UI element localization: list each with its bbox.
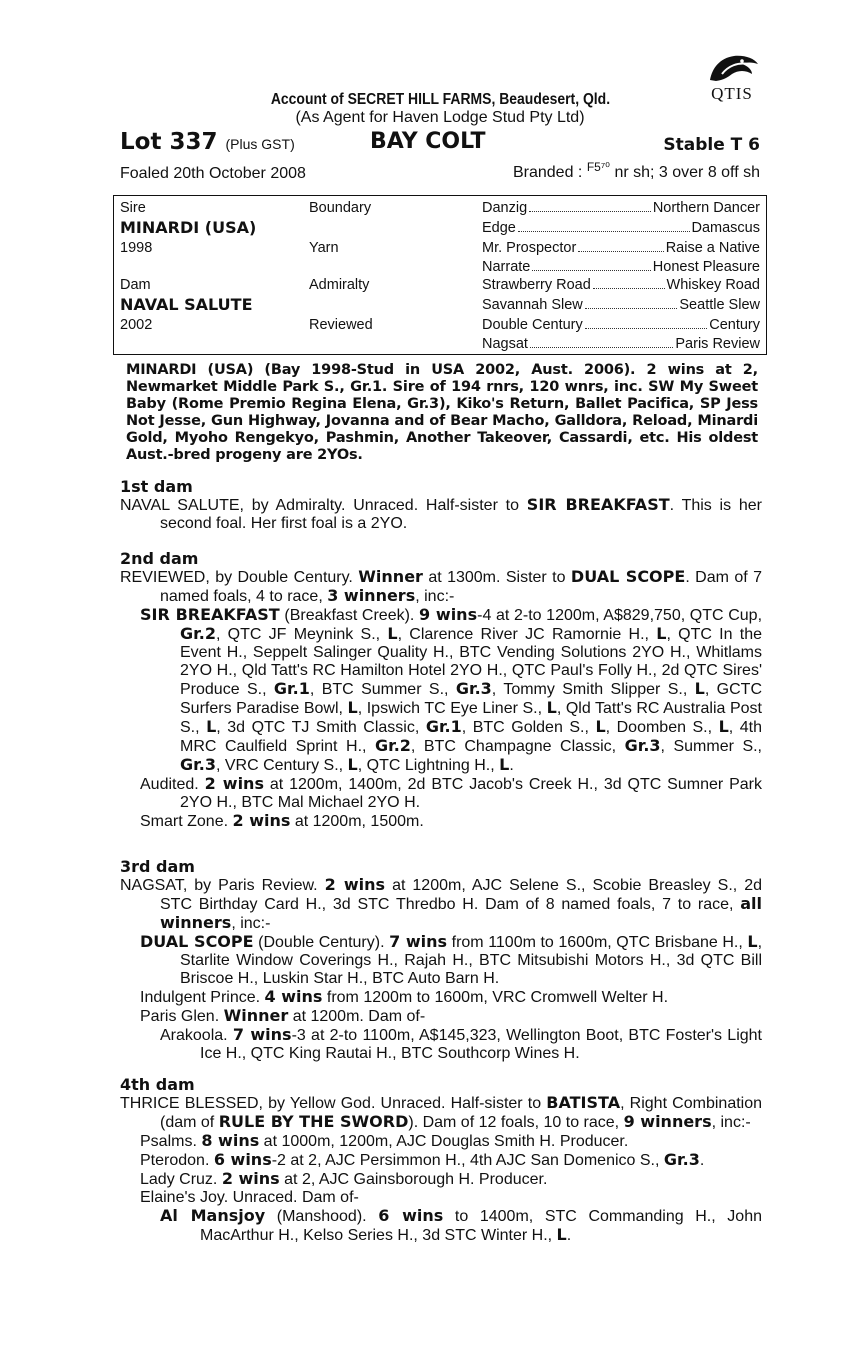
gg-row: Edge Damascus <box>482 220 760 236</box>
logo-text: QTIS <box>711 84 753 103</box>
section-heading: 1st dam <box>120 477 193 496</box>
progeny-entry: Arakoola. 7 wins-3 at 2-to 1100m, A$145,323, Wellington Boot, BTC Foster's Light Ice H., QTC King Rautai H., BTC Southcorp Wines H. <box>160 1025 763 1062</box>
gg-row: Savannah Slew Seattle Slew <box>482 297 760 313</box>
horse-description: BAY COLT <box>370 129 486 154</box>
lot-number <box>120 129 295 155</box>
foaled-date: Foaled 20th October 2008 <box>120 165 306 182</box>
dam-sire: Admiralty <box>309 277 370 293</box>
gg-row: Narrate Honest Pleasure <box>482 259 760 275</box>
progeny-entry: SIR BREAKFAST (Breakfast Creek). 9 wins-4 at 2-to 1200m, A$829,750, QTC Cup, Gr.2, QTC JF Meynink S., L, Clarence River JC Ramornie H., L, QTC In the Event H., Seppelt Salinger Quality H., BTC Vending Solutions 2YO H., Whitlams 2YO H., Qld Tatt's RC Hamilton Hotel 2YO H., QTC Paul's Folly H., 2d QTC Sires' Produce S., Gr.1, BTC Summer S., Gr.3, Tommy Smith Slipper S., L, GCTC Surfers Paradise Bowl, L, Ipswich TC Eye Liner S., L, Qld Tatt's RC Australia Post S., L, 3d QTC TJ Smith Classic, Gr.1, BTC Golden S., L, Doomben S., L, 4th MRC Caulfield Sprint H., Gr.2, BTC Champagne Classic, Gr.3, Summer S., Gr.3, VRC Century S., L, QTC Lightning H., L. <box>140 605 763 774</box>
gg-row: Double Century Century <box>482 317 760 333</box>
gg-row: Danzig Northern Dancer <box>482 200 760 216</box>
progeny-entry: Elaine's Joy. Unraced. Dam of- <box>140 1189 359 1206</box>
progeny-entry: Smart Zone. 2 wins at 1200m, 1500m. <box>140 811 424 830</box>
dam-label: Dam <box>120 277 151 293</box>
account-line: Account of SECRET HILL FARMS, Beaudesert, Qld. <box>270 91 610 108</box>
sire-sire: Boundary <box>309 200 372 216</box>
sire-summary: MINARDI (USA) (Bay 1998-Stud in USA 2002, Aust. 2006). 2 wins at 2, Newmarket Middle Park S., Gr.1. Sire of 194 rnrs, 120 wnrs, inc. SW My Sweet Baby (Rome Premio Regina Elena, Gr.3), Kiko's Return, Ballet Pacifica, SP Jess Not Jesse, Gun Highway, Jovanna and of Bear Macho, Galldora, Reload, Minardi Gold, Myoho Rengekyo, Pashmin, Another Takeover, Cassardi, etc. His oldest Aust.-bred progeny are 2YOs. <box>126 362 758 463</box>
agent-line: (As Agent for Haven Lodge Stud Pty Ltd) <box>295 109 585 126</box>
progeny-entry: Audited. 2 wins at 1200m, 1400m, 2d BTC Jacob's Creek H., 3d QTC Sumner Park 2YO H., BTC Mal Michael 2YO H. <box>140 774 763 811</box>
fourth-dam-section <box>120 1075 762 1245</box>
progeny-entry: DUAL SCOPE (Double Century). 7 wins from 1100m to 1600m, QTC Brisbane H., L, Starlite Window Coverings H., Rajah H., BTC Mitsubishi Motors H., 3d QTC Bill Briscoe H., Luskin Star H., BTC Auto Barn H. <box>140 932 763 987</box>
progeny-entry: Al Mansjoy (Manshood). 6 wins to 1400m, STC Commanding H., John MacArthur H., Kelso Series H., 3d STC Winter H., L. <box>160 1206 762 1244</box>
dam-paragraph: REVIEWED, by Double Century. Winner at 1300m. Sister to DUAL SCOPE. Dam of 7 named foals, 4 to race, 3 winners, inc:- <box>120 567 763 605</box>
progeny-entry: Lady Cruz. 2 wins at 2, AJC Gainsborough H. Producer. <box>140 1169 548 1188</box>
branded-prefix: Branded : <box>512 164 583 181</box>
gg-row: Nagsat Paris Review <box>482 336 760 352</box>
progeny-entry: Psalms. 8 wins at 1000m, 1200m, AJC Douglas Smith H. Producer. <box>140 1131 629 1150</box>
section-heading: 3rd dam <box>120 857 195 876</box>
gst-note: (Plus GST) <box>225 136 295 152</box>
dam-paragraph: THRICE BLESSED, by Yellow God. Unraced. Half-sister to BATISTA, Right Combination (dam of RULE BY THE SWORD). Dam of 12 foals, 10 to race, 9 winners, inc:- <box>120 1093 763 1131</box>
brand-mark: F5⁷⁰ <box>586 160 610 174</box>
branded-suffix: nr sh; 3 over 8 off sh <box>614 164 760 181</box>
dam-paragraph: NAVAL SALUTE, by Admiralty. Unraced. Half-sister to SIR BREAKFAST. This is her second foal. Her first foal is a 2YO. <box>120 495 763 532</box>
gg-row: Strawberry Road Whiskey Road <box>482 277 760 293</box>
sire-dam: Yarn <box>309 240 339 256</box>
pedigree-table <box>113 195 767 355</box>
first-dam-section <box>120 477 762 533</box>
section-heading: 4th dam <box>120 1075 195 1094</box>
sire-name: MINARDI (USA) <box>120 218 257 237</box>
horse-head-icon <box>702 52 762 84</box>
dam-name: NAVAL SALUTE <box>120 295 253 314</box>
brand-info <box>513 160 760 182</box>
progeny-entry: Paris Glen. Winner at 1200m. Dam of- <box>140 1006 426 1025</box>
progeny-entry: Pterodon. 6 wins-2 at 2, AJC Persimmon H., 4th AJC San Domenico S., Gr.3. <box>140 1150 705 1169</box>
vendor-block <box>120 91 760 126</box>
section-heading: 2nd dam <box>120 549 199 568</box>
gg-row: Mr. Prospector Raise a Native <box>482 240 760 256</box>
dam-year: 2002 <box>120 317 153 333</box>
progeny-entry: Indulgent Prince. 4 wins from 1200m to 1600m, VRC Cromwell Welter H. <box>140 987 669 1006</box>
dam-dam: Reviewed <box>309 317 373 333</box>
second-dam-section <box>120 549 762 831</box>
sire-label: Sire <box>120 200 146 216</box>
third-dam-section <box>120 857 762 1063</box>
lot-label: Lot 337 <box>120 129 218 155</box>
sire-year: 1998 <box>120 240 153 256</box>
dam-paragraph: NAGSAT, by Paris Review. 2 wins at 1200m, AJC Selene S., Scobie Breasley S., 2d STC Birthday Card H., 3d STC Thredbo H. Dam of 8 named foals, 7 to race, all winners, inc:- <box>120 875 762 932</box>
stable-number: Stable T 6 <box>663 135 760 155</box>
